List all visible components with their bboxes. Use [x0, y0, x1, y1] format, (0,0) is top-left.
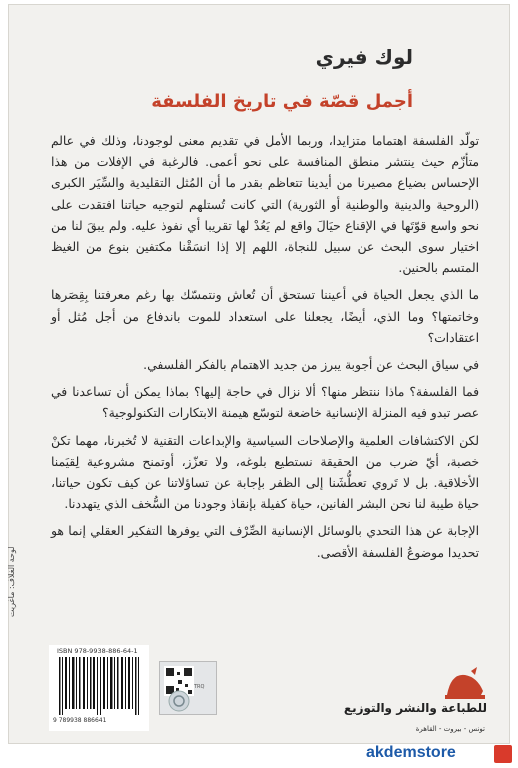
blurb-paragraph: ما الذي يجعل الحياة في أعيننا تستحق أن تُعاش ونتمسّك بها رغم معرفتنا بِقِصَرها وخاتمتها؟ وما الذي، أيضًا، يجعلنا على استعداد للموت باندفاع من أجل مُثل أو اعتقادات؟ [51, 288, 479, 345]
sticker-code: TRQ [194, 684, 205, 690]
book-title: أجمل قصّة في تاريخ الفلسفة [151, 91, 413, 112]
blurb-text [51, 131, 479, 570]
barcode-bars [57, 657, 143, 715]
author-name: لوك فيري [315, 45, 413, 69]
publisher-block [299, 665, 489, 735]
store-bag-icon [494, 745, 512, 763]
publisher-logo [441, 665, 489, 705]
blurb-paragraph: تولّد الفلسفة اهتماما متزايدا، وربما الأمل في تقديم معنى لوجودنا، وذلك في عالم متأزّم حيث ينتشر منطق المنافسة على نحو أعمى. فالرغبة في الإفلات من هذا الإحساس بضياع مصيرنا من أيدينا تتعاظم بقدر ما أن المُثل التقليدية والسِّيَر الكبرى (الروحية والدينية والوطنية أو الثورية) التي كانت تُستلهم لتوجيه حياتنا افتقدت على نحو واسع قوّتَها في الإقناع حيَالَ واقع لم يَعُدْ لها تقريبا أي نفوذ عليه. ولم يبقَ لنا من اختيار سوى البحث عن سبيل للنجاة، اللهم إلا إذا انسَقْنا مكتفين بنوع من الغيظ المتسم بالحنين. [51, 134, 479, 276]
barcode [49, 645, 149, 731]
publisher-cities: تونس - بيروت - القاهرة [415, 725, 485, 733]
cover-designer-credit: لوحة الغلاف: ماغريت [7, 546, 16, 617]
store-name: akdemstore [366, 744, 456, 761]
blurb-paragraph: لكن الاكتشافات العلمية والإصلاحات السياسية والإبداعات التقنية لا تُخبرنا، مهما تكنْ خصبة، أيّ ضرب من الحقيقة نستطيع بلوغه، ولا تعزّز، أوتمنح مشروعية لِقيَمنا الأخلاقية. بل لا تَروي تعطُّشَنا إلى الظفر بإجابة عن تساؤلاتنا عن كيف تكون حياتنا، حياة طيبة لنا نحن البشر الفانين، حياة كفيلة بإنقاذ وجودنا من السُّخف الذي يتهددنا. [51, 433, 479, 512]
blurb-paragraph: في سياق البحث عن أجوبة يبرز من جديد الاهتمام بالفكر الفلسفي. [143, 358, 479, 373]
isbn-text: ISBN 978-9938-886-64-1 [57, 647, 138, 655]
blurb-paragraph: فما الفلسفة؟ ماذا ننتظر منها؟ ألا نزال في حاجة إليها؟ بماذا يمكن أن تساعدنا في عصر تبدو فيه المنزلة الإنسانية خاضعة لتوسّع هيمنة الابتكارات التكنولوجية؟ [51, 385, 479, 421]
store-watermark [366, 744, 516, 766]
book-back-cover [8, 4, 510, 744]
barcode-number: 9 789938 886641 [53, 717, 107, 724]
hologram-icon [168, 690, 190, 712]
blurb-paragraph: الإجابة عن هذا التحدي بالوسائل الإنسانية الصِّرْف التي يوفرها التفكير العقلي إنما هو تحديدا موضوعُ الفلسفة الأقصى. [51, 524, 479, 560]
security-sticker [159, 661, 217, 715]
publisher-name: للطباعة والنشر والتوزيع [343, 701, 487, 715]
